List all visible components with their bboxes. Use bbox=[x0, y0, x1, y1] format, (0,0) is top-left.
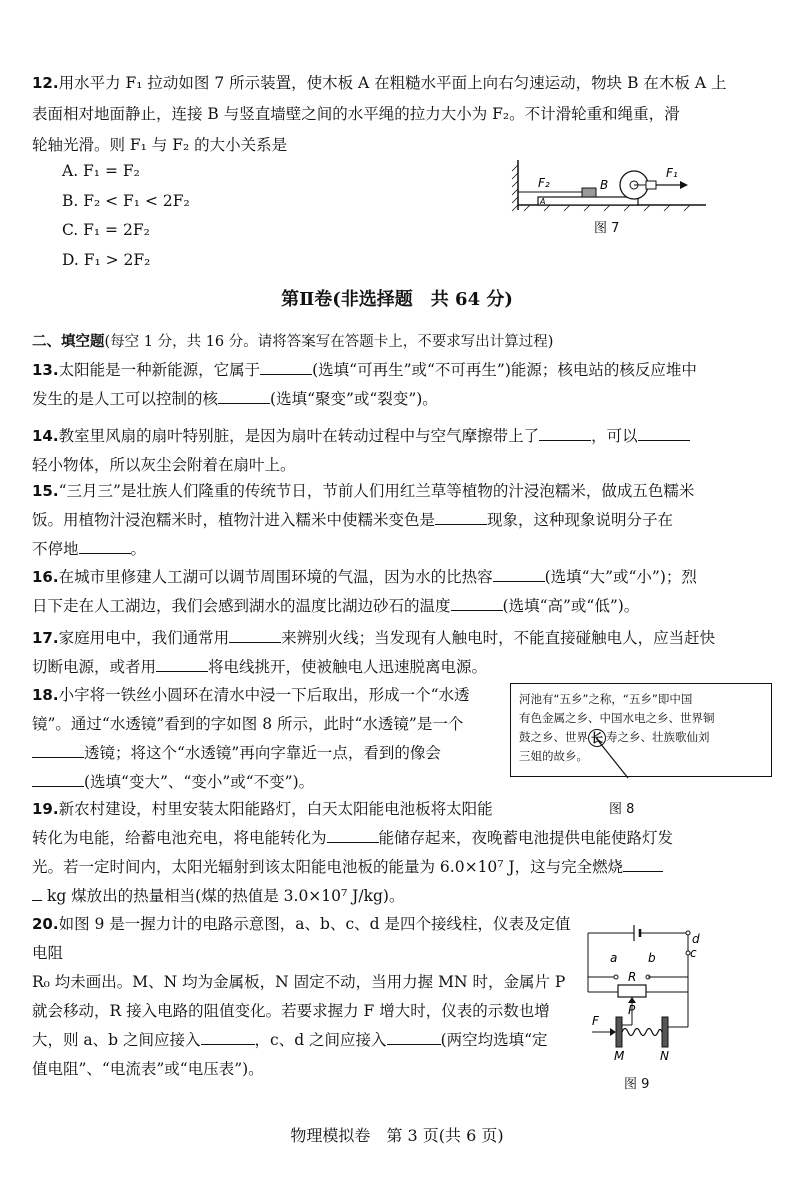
answer-blank[interactable] bbox=[201, 1028, 255, 1045]
question-text: 家庭用电中，我们通常用 bbox=[58, 629, 230, 647]
answer-blank[interactable] bbox=[493, 565, 545, 582]
question-text: 镜”。通过“水透镜”看到的字如图 8 所示，此时“水透镜”是一个 bbox=[32, 715, 464, 733]
answer-blank[interactable] bbox=[32, 884, 42, 901]
question-text: R₀ 均未画出。M、N 均为金属板，N 固定不动，当用力握 MN 时，金属片 P bbox=[32, 973, 566, 991]
terminal-a: a bbox=[610, 951, 618, 965]
option-b: B. F₂ < F₁ < 2F₂ bbox=[62, 192, 190, 210]
question-number: 18. bbox=[32, 686, 59, 704]
question-text: 大，则 a、b 之间应接入 bbox=[32, 1031, 201, 1049]
question-number: 12. bbox=[32, 74, 59, 92]
question-text: ，c、d 之间应接入 bbox=[254, 1031, 387, 1049]
question-text: 教室里风扇的扇叶特别脏，是因为扇叶在转动过程中与空气摩擦带上了 bbox=[58, 427, 540, 445]
question-text: (选填“聚变”或“裂变”)。 bbox=[270, 390, 438, 408]
force-f: F bbox=[592, 1014, 599, 1028]
question-text: 用水平力 F₁ 拉动如图 7 所示装置，使木板 A 在粗糙水平面上向右匀速运动，物块 B 在木板 A 上 bbox=[58, 74, 727, 92]
figure-8-box bbox=[510, 683, 772, 777]
answer-blank[interactable] bbox=[623, 855, 663, 872]
terminal-b: b bbox=[648, 951, 656, 965]
slider-p: P bbox=[628, 1003, 636, 1017]
question-text: (两空均选填“定 bbox=[440, 1031, 548, 1049]
question-number: 17. bbox=[32, 629, 59, 647]
question-text: 太阳能是一种新能源，它属于 bbox=[58, 361, 261, 379]
box-text-line: 河池有“五乡”之称，“五乡”即中国 bbox=[519, 692, 693, 706]
question-15 bbox=[32, 477, 772, 564]
question-16 bbox=[32, 563, 772, 621]
answer-blank[interactable] bbox=[435, 508, 487, 525]
answer-blank[interactable] bbox=[327, 826, 379, 843]
question-text: 发生的是人工可以控制的核 bbox=[32, 390, 219, 408]
figure-9 bbox=[576, 917, 706, 1067]
question-text: (选填“变大”、“变小”或“不变”)。 bbox=[84, 773, 315, 791]
question-number: 20. bbox=[32, 915, 59, 933]
question-number: 16. bbox=[32, 568, 59, 586]
answer-blank[interactable] bbox=[229, 626, 281, 643]
question-text: “三月三”是壮族人们隆重的传统节日，节前人们用红兰草等植物的汁浸泡糯米，做成五色糯米 bbox=[58, 482, 695, 500]
answer-blank[interactable] bbox=[260, 358, 312, 375]
question-17 bbox=[32, 624, 772, 682]
answer-blank[interactable] bbox=[451, 594, 503, 611]
question-text: ，可以 bbox=[591, 427, 638, 445]
plate-m: M bbox=[614, 1049, 625, 1063]
resistor-r: R bbox=[628, 970, 637, 984]
lens-circle: 长 bbox=[588, 729, 606, 747]
figure-7-caption: 图 7 bbox=[594, 221, 620, 236]
answer-blank[interactable] bbox=[218, 387, 270, 404]
section-instructions bbox=[32, 330, 553, 351]
page-footer: 物理模拟卷 第 3 页(共 6 页) bbox=[290, 1126, 504, 1145]
answer-blank[interactable] bbox=[32, 741, 84, 758]
question-text: 轮轴光滑。则 F₁ 与 F₂ 的大小关系是 bbox=[32, 136, 288, 154]
figure-9-caption: 图 9 bbox=[624, 1077, 650, 1092]
question-text: (选填“大”或“小”)；烈 bbox=[544, 568, 697, 586]
question-text: 将电线挑开，使被触电人迅速脱离电源。 bbox=[208, 658, 488, 676]
figure-7 bbox=[510, 155, 710, 215]
answer-blank[interactable] bbox=[638, 424, 690, 441]
question-text: (选填“可再生”或“不可再生”)能源；核电站的核反应堆中 bbox=[312, 361, 697, 379]
question-20 bbox=[32, 910, 572, 1084]
section-heading: 二、填空题 bbox=[32, 333, 105, 350]
question-text: 光。若一定时间内，太阳光辐射到该太阳能电池板的能量为 6.0×10⁷ J，这与完全燃烧 bbox=[32, 858, 624, 876]
question-13 bbox=[32, 356, 772, 414]
option-c: C. F₁ = 2F₂ bbox=[62, 221, 150, 239]
answer-blank[interactable] bbox=[539, 424, 591, 441]
answer-blank[interactable] bbox=[387, 1028, 441, 1045]
question-text: 现象，这种现象说明分子在 bbox=[487, 511, 674, 529]
box-text-line: 三姐的故乡。 bbox=[519, 749, 588, 763]
question-text: 在城市里修建人工湖可以调节周围环境的气温，因为水的比热容 bbox=[58, 568, 493, 586]
question-19 bbox=[32, 795, 772, 911]
question-text: 能储存起来，夜晚蓄电池提供电能使路灯发 bbox=[378, 829, 674, 847]
question-text: 。 bbox=[130, 540, 147, 558]
question-text: 小宇将一铁丝小圆环在清水中浸一下后取出，形成一个“水透 bbox=[58, 686, 470, 704]
question-18 bbox=[32, 681, 502, 797]
terminal-d: d bbox=[692, 932, 700, 946]
answer-blank[interactable] bbox=[156, 655, 208, 672]
question-number: 15. bbox=[32, 482, 59, 500]
question-text: 转化为电能，给蓄电池充电，将电能转化为 bbox=[32, 829, 327, 847]
option-a: A. F₁ = F₂ bbox=[62, 162, 140, 180]
terminal-c: c bbox=[690, 946, 697, 960]
question-text: kg 煤放出的热量相当(煤的热值是 3.0×10⁷ J/kg)。 bbox=[46, 887, 405, 905]
question-text: 来辨别火线；当发现有人触电时，不能直接碰触电人，应当赶快 bbox=[281, 629, 716, 647]
label-a: A bbox=[540, 197, 546, 206]
question-text: 如图 9 是一握力计的电路示意图，a、b、c、d 是四个接线柱，仪表及定值电阻 bbox=[32, 915, 571, 962]
figure-8-caption: 图 8 bbox=[609, 802, 635, 817]
question-text: 表面相对地面静止，连接 B 与竖直墙壁之间的水平绳的拉力大小为 F₂。不计滑轮重和绳重，滑 bbox=[32, 105, 680, 123]
question-text: (选填“高”或“低”)。 bbox=[502, 597, 640, 615]
section-note: (每空 1 分，共 16 分。请将答案写在答题卡上，不要求写出计算过程) bbox=[104, 334, 554, 350]
lens-handle bbox=[592, 734, 632, 782]
question-text: 透镜；将这个“水透镜”再向字靠近一点，看到的像会 bbox=[84, 744, 441, 762]
question-text: 轻小物体，所以灰尘会附着在扇叶上。 bbox=[32, 456, 296, 474]
label-f2: F₂ bbox=[538, 176, 550, 190]
question-text: 日下走在人工湖边，我们会感到湖水的温度比湖边砂石的温度 bbox=[32, 597, 451, 615]
answer-blank[interactable] bbox=[79, 537, 131, 554]
question-text: 值电阻”、“电流表”或“电压表”)。 bbox=[32, 1060, 264, 1078]
question-12 bbox=[32, 69, 772, 160]
label-b: B bbox=[600, 178, 609, 192]
box-text-line: 寿之乡、壮族歌仙刘 bbox=[606, 730, 710, 744]
question-text: 切断电源，或者用 bbox=[32, 658, 157, 676]
question-number: 14. bbox=[32, 427, 59, 445]
question-14 bbox=[32, 422, 772, 480]
question-text: 就会移动，R 接入电路的阻值变化。若要求握力 F 增大时，仪表的示数也增 bbox=[32, 1002, 550, 1020]
label-f1: F₁ bbox=[666, 166, 678, 180]
section-title: 第Ⅱ卷(非选择题 共 64 分) bbox=[281, 289, 513, 310]
question-number: 13. bbox=[32, 361, 59, 379]
question-text: 饭。用植物汁浸泡糯米时，植物汁进入糯米中使糯米变色是 bbox=[32, 511, 436, 529]
question-text: 不停地 bbox=[32, 540, 79, 558]
box-text-line: 有色金属之乡、中国水电之乡、世界铜 bbox=[519, 711, 715, 725]
option-d: D. F₁ > 2F₂ bbox=[62, 251, 151, 269]
answer-blank[interactable] bbox=[32, 770, 84, 787]
question-text: 新农村建设，村里安装太阳能路灯，白天太阳能电池板将太阳能 bbox=[58, 800, 493, 818]
question-number: 19. bbox=[32, 800, 59, 818]
plate-n: N bbox=[660, 1049, 669, 1063]
box-text-line: 鼓之乡、世界 bbox=[519, 730, 588, 744]
